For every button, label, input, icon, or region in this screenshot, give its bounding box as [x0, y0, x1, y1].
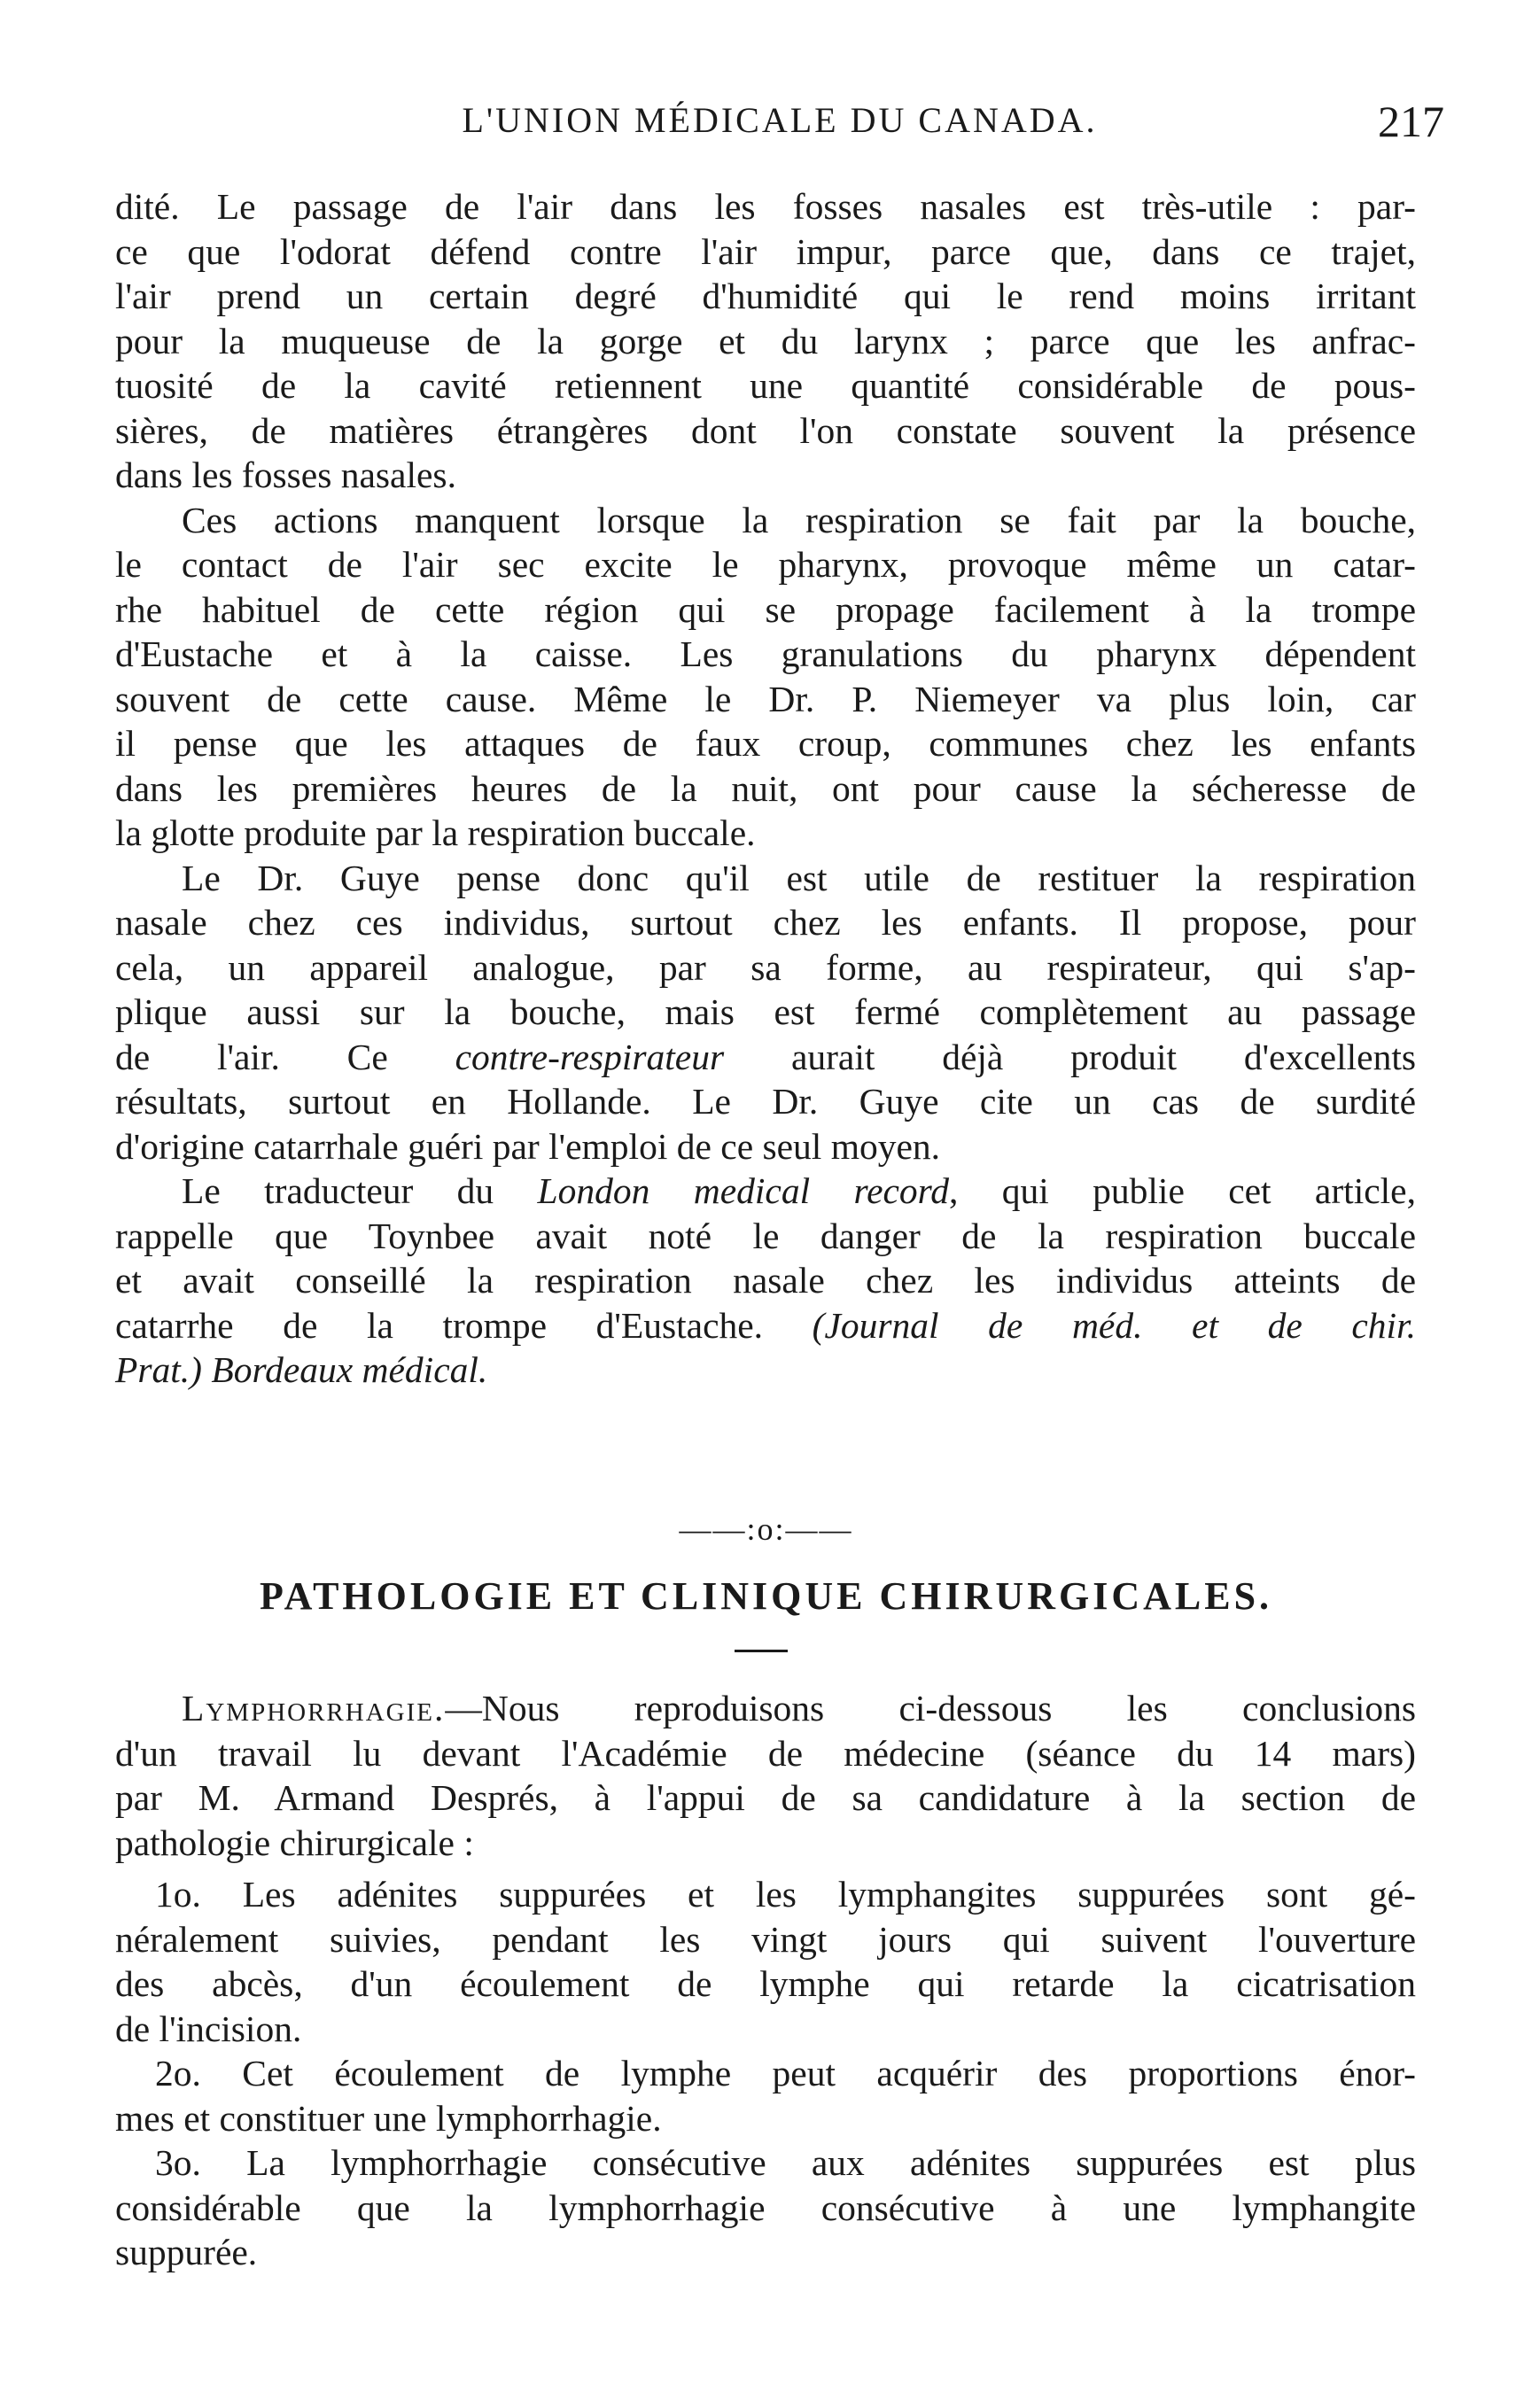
italic-journal-name: London medical record — [537, 1170, 950, 1211]
text-line: d'origine catarrhale guéri par l'emploi de ce seul moyen. — [115, 1125, 941, 1167]
conclusion-3: 3o. La lymphorrhagie consécutive aux adénites suppurées est plus — [155, 2142, 1416, 2183]
section-heading: PATHOLOGIE ET CLINIQUE CHIRURGICALES. — [259, 1574, 1273, 1618]
text-segment: de l'air. Ce — [115, 1036, 388, 1077]
text-segment: catarrhe de la trompe d'Eustache. — [115, 1304, 764, 1346]
text-line: cela, un appareil analogue, par sa forme, au respirateur, qui s'ap- — [115, 946, 1416, 988]
text-segment: —Nous reproduisons ci-dessous les conclusions — [445, 1688, 1416, 1728]
text-line: des abcès, d'un écoulement de lymphe qui retarde la cicatrisation — [115, 1963, 1416, 2004]
text-line: pathologie chirurgicale : — [115, 1822, 474, 1863]
text-segment: , qui publie cet article, — [949, 1170, 1416, 1211]
text-line: suppurée. — [115, 2232, 258, 2272]
conclusion-2: 2o. Cet écoulement de lymphe peut acquérir des proportions énor- — [155, 2053, 1416, 2093]
text-line: sières, de matières étrangères dont l'on constate souvent la présence — [115, 409, 1416, 451]
text-line: rappelle que Toynbee avait noté le danger de la respiration buccale — [115, 1215, 1416, 1256]
text-line: la glotte produite par la respiration buccale. — [115, 812, 756, 853]
text-line: et avait conseillé la respiration nasale chez les individus atteints de — [115, 1260, 1416, 1301]
text-line: par M. Armand Després, à l'appui de sa candidature à la section de — [115, 1777, 1416, 1818]
text-line: mes et constituer une lymphorrhagie. — [115, 2097, 662, 2139]
text-line: le contact de l'air sec excite le pharynx, provoque même un catar- — [115, 544, 1416, 585]
text-line: d'Eustache et à la caisse. Les granulations du pharynx dépendent — [115, 633, 1416, 674]
italic-citation: (Journal de méd. et de chir. — [812, 1304, 1416, 1346]
text-line: résultats, surtout en Hollande. Le Dr. Guye cite un cas de surdité — [115, 1081, 1416, 1122]
running-head — [115, 96, 1444, 149]
text-line: l'air prend un certain degré d'humidité qui le rend moins irritant — [115, 276, 1416, 316]
section-separator: ——:o:—— — [679, 1511, 853, 1547]
article-continuation — [115, 184, 1416, 1393]
text-line: nasale chez ces individus, surtout chez les enfants. Il propose, pour — [115, 902, 1416, 943]
text-line: il pense que les attaques de faux croup, communes chez les enfants — [115, 723, 1416, 764]
text-line: dans les premières heures de la nuit, ont pour cause la sécheresse de — [115, 767, 1416, 809]
heading-rule — [735, 1650, 788, 1652]
text-line: dans les fosses nasales. — [115, 454, 456, 495]
journal-title: L'UNION MÉDICALE DU CANADA. — [462, 100, 1098, 140]
text-line: néralement suivies, pendant les vingt jours qui suivent l'ouverture — [115, 1918, 1416, 1960]
conclusion-1: 1o. Les adénites suppurées et les lymphangites suppurées sont gé- — [155, 1874, 1416, 1915]
text-line: d'un travail lu devant l'Académie de médecine (séance du 14 mars) — [115, 1732, 1416, 1774]
text-line: pour la muqueuse de la gorge et du larynx ; parce que les anfrac- — [115, 320, 1416, 361]
text-line: plique aussi sur la bouche, mais est fermé complètement au passage — [115, 991, 1416, 1032]
article-title: Lymphorrhagie. — [182, 1688, 446, 1728]
text-line: Ces actions manquent lorsque la respiration se fait par la bouche, — [182, 499, 1416, 540]
text-line — [115, 1686, 1416, 1731]
text-line: ce que l'odorat défend contre l'air impur, parce que, dans ce trajet, — [115, 230, 1416, 272]
text-segment: aurait déjà produit d'excellents — [790, 1036, 1417, 1077]
text-line: souvent de cette cause. Même le Dr. P. Niemeyer va plus loin, car — [115, 678, 1416, 719]
text-line — [115, 1169, 1416, 1214]
text-line: tuosité de la cavité retiennent une quantité considérable de pous- — [115, 365, 1416, 406]
italic-term: contre-respirateur — [455, 1036, 725, 1077]
text-line — [115, 1348, 1416, 1393]
text-line: dité. Le passage de l'air dans les fosses nasales est très-utile : par- — [115, 186, 1416, 227]
italic-source: Bordeaux médical. — [211, 1349, 488, 1390]
text-line: considérable que la lymphorrhagie consécutive à une lymphangite — [115, 2187, 1416, 2228]
text-segment: Le traducteur du — [182, 1170, 494, 1211]
text-line — [115, 1303, 1416, 1348]
text-line: rhe habituel de cette région qui se propage facilement à la trompe — [115, 588, 1416, 630]
text-line — [115, 1035, 1416, 1080]
page-number: 217 — [1378, 97, 1444, 146]
text-line: de l'incision. — [115, 2008, 302, 2049]
lymphorrhagie-article — [115, 1686, 1416, 2275]
italic-citation: Prat.) — [115, 1349, 202, 1390]
text-line: Le Dr. Guye pense donc qu'il est utile de restituer la respiration — [182, 857, 1416, 898]
